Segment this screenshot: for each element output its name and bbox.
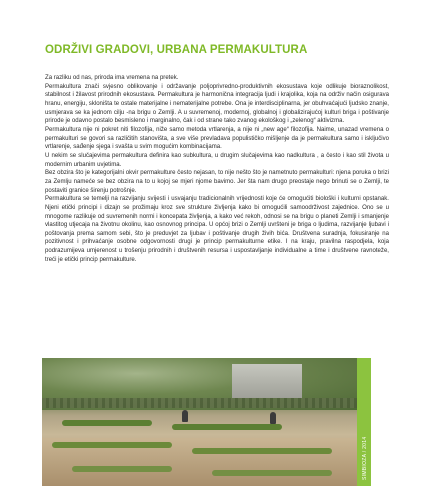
photo-garden-bed [212, 470, 332, 476]
paragraph-intro: Za razliku od nas, priroda ima vremena na pretek. [45, 75, 179, 81]
side-strip [357, 358, 371, 486]
paragraph-not-philosophy: Permakultura nije ni pokret niti filozofija, niže samo metoda vrtlarenja, a nije ni „new age“ filozofija. Naime, unazad vremena o permakulturi se govori sa različitih stanovišta, a sve više prevladava populističko mišljenje da je permakultura samo i isključivo vrtlarenje, sađenje sjega i svašta u svim mogućim kombinacijama. [45, 126, 389, 151]
photo-garden-bed [192, 448, 332, 454]
photo-fence [42, 398, 357, 408]
photo-garden-bed [72, 466, 172, 472]
page-title: ODRŽIVI GRADOVI, URBANA PERMAKULTURA [45, 44, 308, 56]
paragraph-definition: Permakultura znači svjesno oblikovanje i održavanje poljoprivredno-produktivnih ekosustava koje odlikuje bioraznolikost, stabilnost i žilavost prirodnih ekosustava. Permakultura je harmonična integracija ljudi i krajolika, koja na održiv način osigurava hranu, energiju, skloništa te ostale materijalne i nematerijalne potrebe. Ona je interdisciplinarna, jer obuhvaćajući ljudsko znanje, usmjerava se ka jednom cilju -na brigu o Zemlji. A u suvremenoj, modernoj, globalnoj i globalizirajućoj kulturi briga i poštivanje prirode je odavno postalo besmisleno i marginalno, čak i od strane tako zvanog ekološkog i „zelenog“ aktivizma. [45, 83, 389, 125]
photo-garden-bed [52, 442, 172, 448]
photo-person [182, 410, 188, 422]
photo-building [232, 364, 302, 398]
photo-person [270, 412, 276, 424]
paragraph-subculture: U nekim se slučajevima permakultura definira kao subkultura, u drugim slučajevima kao nadkultura , a često i kao stil života u modernim urbanim uvjetima. [45, 152, 389, 168]
photo-garden-bed [172, 424, 282, 430]
photo-garden-bed [62, 420, 152, 426]
paragraph-framework: Bez obzira što je kategorijalni okvir permakulture često nejasan, to nije nešto što je nametnuto permakulturi: njena poruka o brizi za Zemlju nameće se bez obzira na to u kojoj se mjeri njome bavimo. Jer šta nam drugo preostaje nego brinuti se o Zemlji, te postaviti granice širenju potrošnje. [45, 170, 389, 194]
paragraph-principles: Permakultura se temelji na razvijanju svijesti i usvajanju tradicionalnih vrijednosti koje će omogućiti biološki i kulturni opstanak. Njeni etički principi i dizajn se prožimaju kroz sve strukture življenja kako bi omogućili samoodrživost zajednice. Ono se u mnogome razlikuje od suvremenih normi i koncepata življenja, a kako već rekoh, odnosi se na brigu o planeti Zemlji i smanjenje vlastitog utjecaja na životnu okolinu, kao osnovnog principa. U općoj brizi o Zemlji uvršteni je briga o ljudima, razvijanje ljubavi i poštovanja prema samom sebi, što je preduvjet za ljubav i poštivanje drugih živih bića. Društvena suradnja, fokusiranje na pozitivnost i prihvaćanje osobne odgovornosti drugi je princip permakulturne etike. I na kraju, pravilna raspodjela, koja podrazumijeva umjerenost u trošenju prirodnih i društvenih resursa i uspostavljanje individualne a time i društvene ravnoteže, treći je etički princip permakulture. [45, 196, 389, 263]
article-body [45, 74, 389, 264]
urban-garden-photo [42, 358, 357, 486]
side-strip-label: SIMBIOZA / 2014 [362, 436, 368, 480]
